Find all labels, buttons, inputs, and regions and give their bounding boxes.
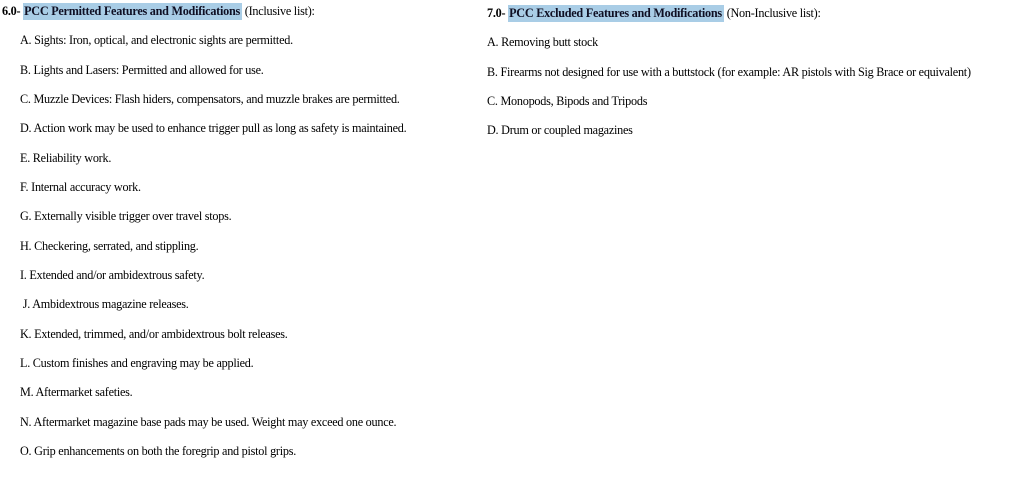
section-title-highlighted: PCC Permitted Features and Modifications	[24, 4, 240, 18]
list-item: G. Externally visible trigger over travel stops.	[20, 209, 232, 224]
section-heading-permitted	[2, 0, 482, 26]
list-item: B. Lights and Lasers: Permitted and allowed for use.	[20, 62, 264, 77]
list-item: C. Monopods, Bipods and Tripods	[487, 94, 648, 109]
list-item: N. Aftermarket magazine base pads may be used. Weight may exceed one ounce.	[20, 414, 397, 429]
list-item: B. Firearms not designed for use with a buttstock (for example: AR pistols with Sig Brace or equivalent)	[487, 64, 971, 79]
section-title-highlighted: PCC Excluded Features and Modifications	[509, 6, 722, 20]
list-item: L. Custom finishes and engraving may be applied.	[20, 356, 254, 371]
list-item: O. Grip enhancements on both the foregrip and pistol grips.	[20, 444, 296, 459]
section-permitted	[2, 0, 482, 467]
list-item: K. Extended, trimmed, and/or ambidextrous bolt releases.	[20, 326, 288, 341]
list-item: M. Aftermarket safeties.	[20, 385, 133, 400]
list-item: C. Muzzle Devices: Flash hiders, compensators, and muzzle brakes are permitted.	[20, 92, 400, 107]
list-item: H. Checkering, serrated, and stippling.	[20, 238, 199, 253]
section-suffix: (Inclusive list):	[241, 4, 315, 18]
list-item: A. Removing butt stock	[487, 35, 598, 50]
list-item: D. Action work may be used to enhance trigger pull as long as safety is maintained.	[20, 121, 407, 136]
section-number: 6.0-	[2, 4, 24, 18]
list-item: A. Sights: Iron, optical, and electronic sights are permitted.	[20, 33, 293, 48]
list-item: I. Extended and/or ambidextrous safety.	[20, 268, 205, 283]
list-item: F. Internal accuracy work.	[20, 180, 141, 195]
section-excluded	[487, 0, 1024, 146]
section-number: 7.0-	[487, 6, 509, 20]
list-item: J. Ambidextrous magazine releases.	[20, 297, 189, 312]
section-suffix: (Non-Inclusive list):	[723, 6, 821, 20]
list-item: D. Drum or coupled magazines	[487, 123, 633, 138]
list-item: E. Reliability work.	[20, 150, 112, 165]
section-heading-excluded	[487, 0, 1024, 28]
